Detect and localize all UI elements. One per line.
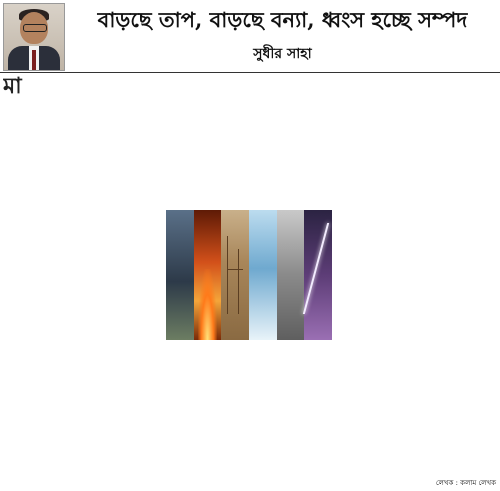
climate-photo-strip [166, 210, 332, 340]
storm-clouds-image [166, 210, 194, 340]
article-header [0, 0, 500, 74]
author-photo [3, 3, 65, 71]
lightning-image [304, 210, 332, 340]
body-column-3 [333, 76, 497, 486]
body-column-2-top [166, 76, 328, 210]
author-note: লেখক : কলাম লেখক [435, 479, 496, 487]
dropcap: মা [3, 76, 22, 99]
article-byline: সুধীর সাহা [253, 46, 312, 62]
header-divider [0, 72, 500, 73]
article-headline: বাড়ছে তাপ, বাড়ছে বন্যা, ধ্বংস হচ্ছে সম্পদ [97, 7, 468, 32]
melting-ice-image [249, 210, 277, 340]
body-column-2-bottom [166, 340, 328, 486]
wildfire-image [194, 210, 222, 340]
smoke-pollution-image [277, 210, 305, 340]
drought-image [221, 210, 249, 340]
body-column-1 [3, 76, 161, 486]
